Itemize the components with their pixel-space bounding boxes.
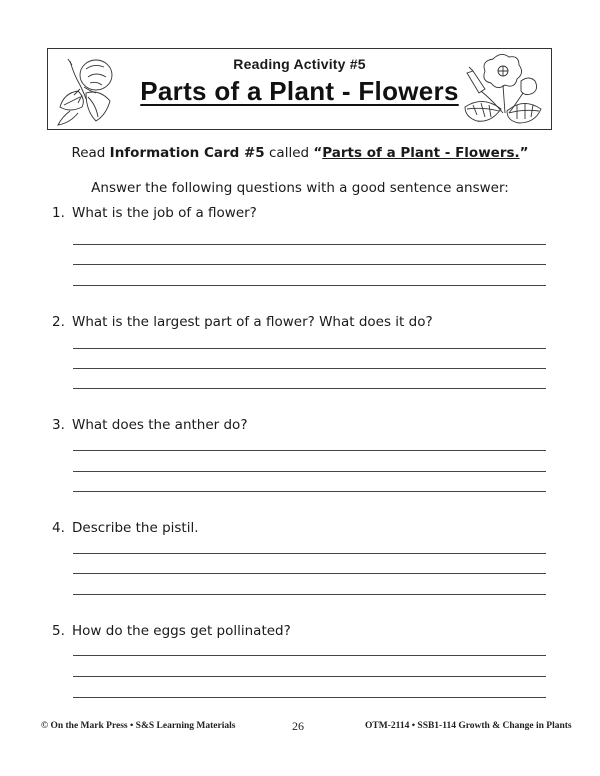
answer-line-2-1[interactable] bbox=[73, 348, 546, 349]
card-title-reference bbox=[313, 145, 528, 161]
card-name: Information Card #5 bbox=[109, 145, 265, 161]
question-number: 4. bbox=[52, 520, 65, 536]
question-number: 5. bbox=[52, 623, 65, 639]
question-3 bbox=[52, 417, 248, 433]
close-quote: ” bbox=[519, 145, 529, 161]
answer-line-5-3[interactable] bbox=[73, 697, 546, 698]
page-title: Parts of a Plant - Flowers bbox=[140, 76, 459, 106]
question-number: 3. bbox=[52, 417, 65, 433]
question-text: Describe the pistil. bbox=[72, 520, 199, 536]
answer-line-4-1[interactable] bbox=[73, 553, 546, 554]
question-text: What is the job of a flower? bbox=[72, 205, 257, 221]
question-2 bbox=[52, 314, 433, 330]
called-text: called bbox=[264, 145, 314, 161]
question-5 bbox=[52, 623, 291, 639]
footer-page-number: 26 bbox=[292, 719, 304, 733]
answer-line-2-3[interactable] bbox=[73, 388, 546, 389]
answer-prompt: Answer the following questions with a good sentence answer: bbox=[91, 180, 509, 196]
read-prefix-text: Read bbox=[71, 145, 110, 161]
question-4 bbox=[52, 520, 199, 536]
question-text: What does the anther do? bbox=[72, 417, 248, 433]
open-quote: “ bbox=[313, 145, 323, 161]
header-box bbox=[47, 48, 552, 130]
answer-line-1-3[interactable] bbox=[73, 285, 546, 286]
question-number: 1. bbox=[52, 205, 65, 221]
answer-line-3-2[interactable] bbox=[73, 471, 546, 472]
question-1 bbox=[52, 205, 257, 221]
answer-line-1-1[interactable] bbox=[73, 244, 546, 245]
footer-product-code: OTM-2114 • SSB1-114 Growth & Change in Plants bbox=[365, 721, 572, 731]
card-title-text: Parts of a Plant - Flowers. bbox=[322, 145, 520, 161]
answer-line-4-2[interactable] bbox=[73, 573, 546, 574]
question-text: What is the largest part of a flower? What does it do? bbox=[72, 314, 433, 330]
answer-line-1-2[interactable] bbox=[73, 264, 546, 265]
answer-line-3-1[interactable] bbox=[73, 450, 546, 451]
answer-line-2-2[interactable] bbox=[73, 368, 546, 369]
answer-line-5-2[interactable] bbox=[73, 676, 546, 677]
answer-line-3-3[interactable] bbox=[73, 491, 546, 492]
activity-label: Reading Activity #5 bbox=[233, 56, 366, 72]
question-text: How do the eggs get pollinated? bbox=[72, 623, 291, 639]
primrose-illustration-icon bbox=[463, 51, 543, 129]
read-card-instruction bbox=[0, 145, 600, 161]
question-number: 2. bbox=[52, 314, 65, 330]
footer-publisher: © On the Mark Press • S&S Learning Materials bbox=[41, 721, 236, 731]
answer-line-4-3[interactable] bbox=[73, 594, 546, 595]
answer-line-5-1[interactable] bbox=[73, 655, 546, 656]
